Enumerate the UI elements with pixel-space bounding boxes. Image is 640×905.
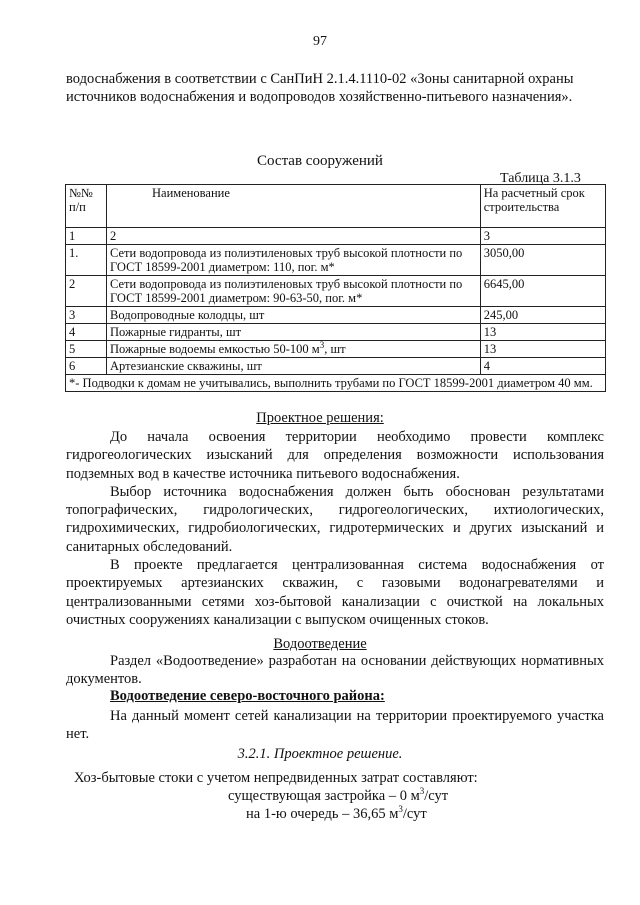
flow-stage1-label: на 1-ю очередь – 36,65 м [246, 806, 399, 822]
table-index-row [66, 228, 606, 245]
row-name: Сети водопровода из полиэтиленовых труб высокой плотности по ГОСТ 18599-2001 диаметром: 90-63-50, пог. м* [107, 276, 481, 307]
header-number: №№ п/п [66, 185, 107, 228]
unit-suffix: /сут [402, 806, 427, 822]
paragraph: В проекте предлагается централизованная система водоснабжения от проектируемых артезианских скважин, с газовыми водонагревателями и централизованными сетями хоз-бытовой канализации с очисткой на локальных очистных сооружениях канализации с выпуском очищенных стоков. [66, 557, 604, 628]
row-value: 13 [480, 324, 605, 341]
row-name: Водопроводные колодцы, шт [107, 307, 481, 324]
row-value: 6645,00 [480, 276, 605, 307]
structures-table [65, 184, 606, 392]
flow-existing-label: существующая застройка – 0 м [228, 788, 420, 804]
northeast-text [66, 707, 604, 744]
row-number: 2 [66, 276, 107, 307]
row-value: 245,00 [480, 307, 605, 324]
row-number: 6 [66, 358, 107, 375]
table-note: *- Подводки к домам не учитывались, выполнить трубами по ГОСТ 18599-2001 диаметром 40 мм. [66, 375, 606, 392]
row-value: 13 [480, 341, 605, 358]
header-value: На расчетный срок строительства [480, 185, 605, 228]
index-cell: 3 [480, 228, 605, 245]
paragraph: До начала освоения территории необходимо провести комплекс гидрогеологических изысканий для определения возможности использования подземных вод в качестве источника питьевого водоснабжения. [66, 429, 604, 482]
table-row [66, 307, 606, 324]
drainage-heading: Водоотведение [273, 636, 367, 652]
intro-paragraph: водоснабжения в соответствии с СанПиН 2.1.4.1110-02 «Зоны санитарной охраны источников водоснабжения и водопроводов хозяйственно-питьевого назначения». [66, 71, 574, 105]
row-number: 4 [66, 324, 107, 341]
row-number: 5 [66, 341, 107, 358]
row-number: 3 [66, 307, 107, 324]
flows-intro: Хоз-бытовые стоки с учетом непредвиденных затрат составляют: [74, 770, 478, 786]
table-row [66, 358, 606, 375]
table-note-row [66, 375, 606, 392]
row-name: Пожарные гидранты, шт [107, 324, 481, 341]
row-name-text: Пожарные водоемы емкостью 50-100 м [110, 342, 320, 356]
row-name: Сети водопровода из полиэтиленовых труб высокой плотности по ГОСТ 18599-2001 диаметром: 110, пог. м* [107, 245, 481, 276]
northeast-heading: Водоотведение северо-восточного района: [110, 688, 385, 704]
project-text [66, 428, 604, 629]
unit-suffix: /сут [424, 788, 449, 804]
paragraph: Раздел «Водоотведение» разработан на основании действующих нормативных документов. [66, 653, 604, 688]
project-heading: Проектное решения: [256, 410, 384, 426]
row-value: 4 [480, 358, 605, 375]
paragraph: Выбор источника водоснабжения должен быть обоснован результатами топографических, гидрологических, гидрогеологических, ихтиологических, гидрохимических, гидробиологических, гидротермических и других изысканий и санитарных обследований. [66, 483, 604, 555]
row-name: Артезианские скважины, шт [107, 358, 481, 375]
flow-stage1 [246, 806, 427, 823]
row-value: 3050,00 [480, 245, 605, 276]
unit-superscript: 3 [398, 804, 403, 815]
index-cell: 2 [107, 228, 481, 245]
subsection-heading: 3.2.1. Проектное решение. [237, 746, 403, 762]
row-name-suffix: , шт [324, 342, 346, 356]
unit-superscript: 3 [419, 786, 425, 797]
index-cell: 1 [66, 228, 107, 245]
unit-superscript: 3 [319, 339, 325, 350]
row-number: 1. [66, 245, 107, 276]
table-row [66, 324, 606, 341]
flow-existing [228, 788, 448, 805]
table-row [66, 276, 606, 307]
table-label: Таблица 3.1.3 [500, 171, 581, 186]
paragraph: На данный момент сетей канализации на территории проектируемого участка нет. [66, 708, 604, 743]
table-row [66, 341, 606, 358]
header-name: Наименование [107, 185, 481, 228]
row-name [107, 341, 481, 358]
drainage-text [66, 652, 604, 689]
table-row [66, 245, 606, 276]
table-title: Состав сооружений [257, 153, 383, 169]
table-header-row [66, 185, 606, 228]
page-number: 97 [313, 34, 327, 49]
